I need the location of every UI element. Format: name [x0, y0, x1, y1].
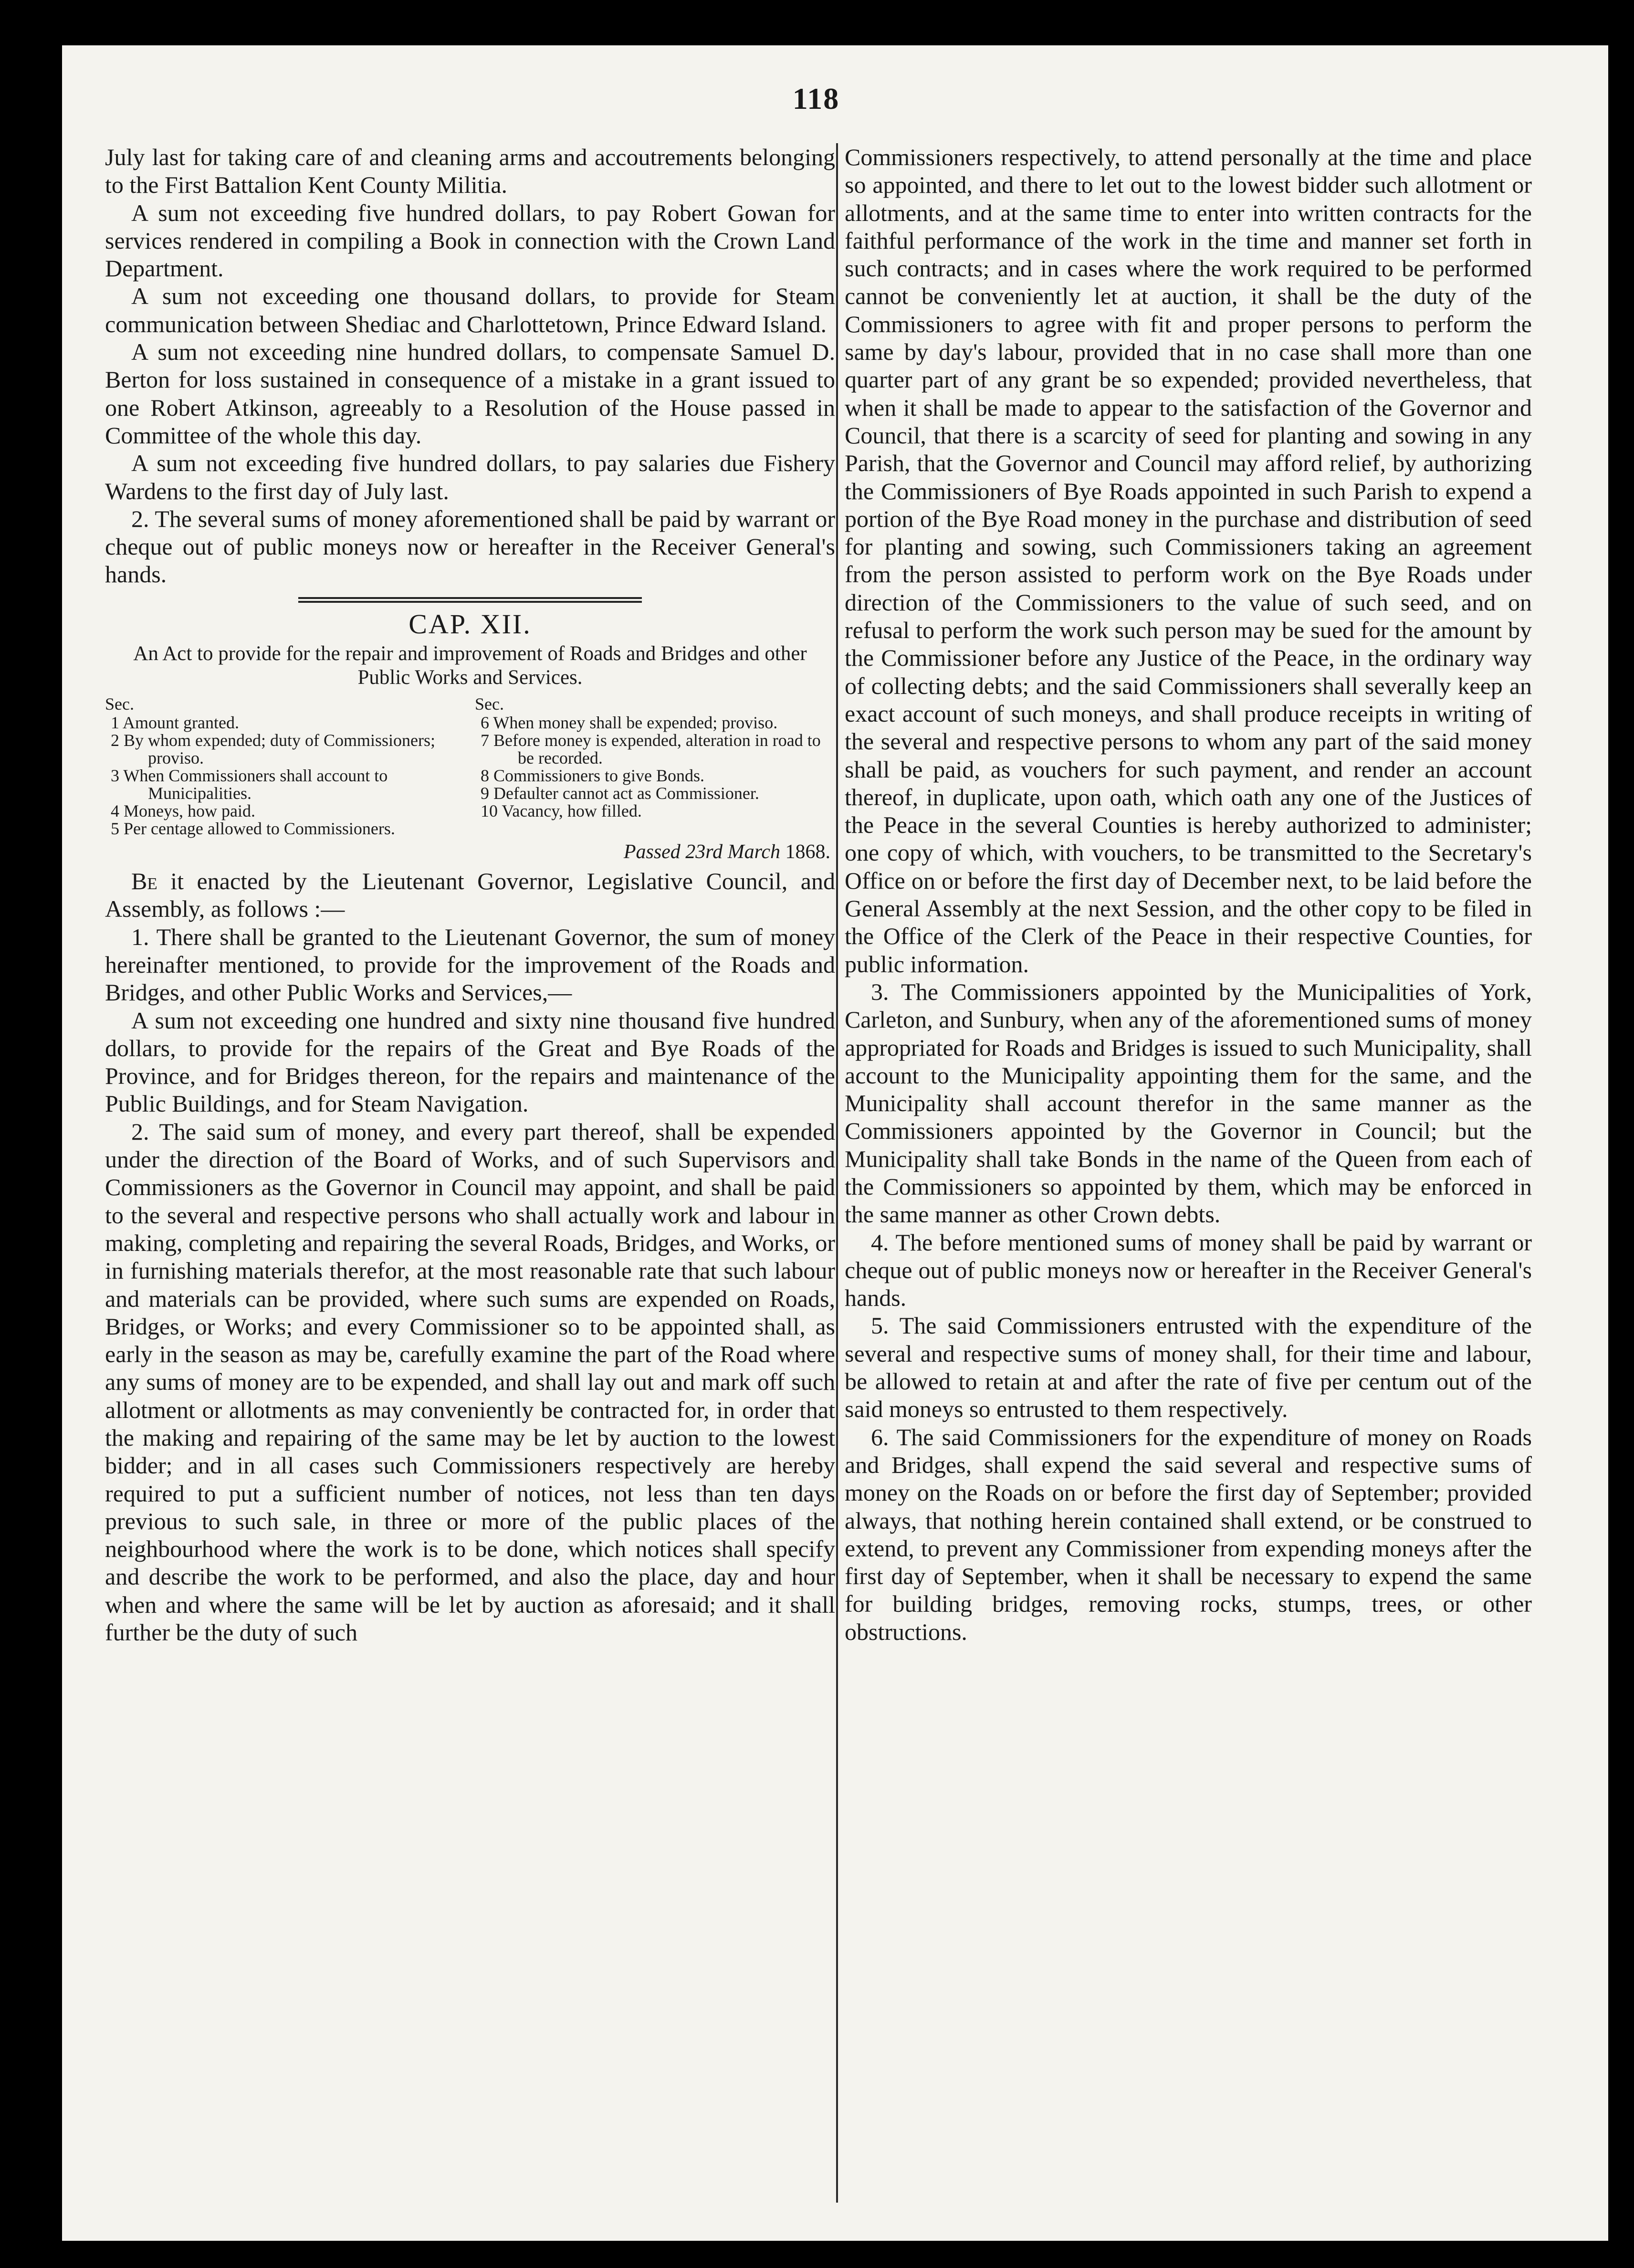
- paragraph: 2. The several sums of money aforementioned shall be paid by warrant or cheque out of public moneys now or hereafter in the Receiver General's hands.: [105, 505, 835, 588]
- section-index-left: [105, 695, 465, 838]
- paragraph: A sum not exceeding five hundred dollars, to pay salaries due Fishery Wardens to the first day of July last.: [105, 450, 835, 504]
- section-index-item: 3 When Commissioners shall account to Municipalities.: [111, 766, 388, 803]
- section-index-item: 9 Defaulter cannot act as Commissioner.: [481, 784, 759, 803]
- column-divider: [836, 143, 838, 2203]
- section-index-item: 10 Vacancy, how filled.: [481, 801, 642, 821]
- paragraph: Commissioners respectively, to attend personally at the time and place so appointed, and there to let out to the lowest bidder such allotment or allotments, and at the same time to enter into written contracts for the faithful performance of the work in the time and manner set forth in such contracts; and in cases where the work required to be performed cannot be conveniently let at auction, it shall be the duty of the Commissioners to agree with fit and proper persons to perform the same by day's labour, provided that in no case shall more than one quarter part of any grant be so expended; provided nevertheless, that when it shall be made to appear to the satisfaction of the Governor and Council, that there is a scarcity of seed for planting and sowing in any Parish, that the Governor and Council may afford relief, by authorizing the Commissioners of Bye Roads appointed in such Parish to expend a portion of the Bye Road money in the purchase and distribution of seed for planting and sowing, such Commissioners taking an agreement from the person assisted to perform work on the Bye Roads under direction of the Commissioners to the value of such seed, and on refusal to perform the work such person may be sued for the amount by the Commissioner before any Justice of the Peace, in the ordinary way of collecting debts; and the said Commissioners shall severally keep an exact account of such moneys, and shall produce receipts in writing of the several and respective persons to whom any part of the said money shall be paid, as vouchers for such payment, and render an account thereof, in duplicate, upon oath, which oath any one of the Justices of the Peace in the several Counties is hereby authorized to administer; one copy of which, with vouchers, to be transmitted to the Secretary's Office on or before the first day of December next, to be laid before the General Assembly at the next Session, and the other copy to be filed in the Office of the Clerk of the Peace in their respective Counties, for public information.: [845, 144, 1532, 977]
- section-divider: [298, 597, 642, 603]
- paragraph: A sum not exceeding five hundred dollars, to pay Robert Gowan for services rendered in compiling a Book in connection with the Crown Land Department.: [105, 199, 835, 282]
- passed-year: 1868.: [785, 841, 830, 863]
- right-column: [845, 143, 1532, 1646]
- enacting-clause: [105, 867, 835, 923]
- section-index-heading: Sec.: [105, 694, 134, 714]
- paragraph: A sum not exceeding nine hundred dollars, to compensate Samuel D. Berton for loss sustained in consequence of a mistake in a grant issued to one Robert Atkinson, agreeably to a Resolution of the House passed in Committee of the whole this day.: [105, 338, 835, 449]
- enacting-clause-initial: Be: [131, 868, 157, 895]
- paragraph: 2. The said sum of money, and every part thereof, shall be expended under the direction of the Board of Works, and of such Supervisors and Commissioners as the Governor in Council may appoint, and shall be paid to the several and respective persons who shall actually work and labour in making, completing and repairing the several Roads, Bridges, and Works, or in furnishing materials therefor, at the most reasonable rate that such labour and materials can be provided, where such sums are expended on Roads, Bridges, or Works; and every Commissioner so to be appointed shall, as early in the season as may be, carefully examine the part of the Road where any sums of money are to be expended, and shall lay out and mark off such allotment or allotments as may conveniently be contracted for, in order that the making and repairing of the same may be let by auction to the lowest bidder; and in all cases such Commissioners respectively are hereby required to put a sufficient number of notices, not less than ten days previous to such sale, in three or more of the public places of the neighbourhood where the work is to be done, which notices shall specify and describe the work to be performed, and also the place, day and hour when and where the same will be let by auction as aforesaid; and it shall further be the duty of such: [105, 1118, 835, 1646]
- paragraph: 4. The before mentioned sums of money shall be paid by warrant or cheque out of public moneys now or hereafter in the Receiver General's hands.: [845, 1228, 1532, 1312]
- passed-date: [105, 840, 835, 864]
- section-index-item: 6 When money shall be expended; proviso.: [481, 713, 778, 733]
- section-index: [105, 695, 835, 838]
- paragraph: A sum not exceeding one hundred and sixty nine thousand five hundred dollars, to provide for the repairs of the Great and Bye Roads of the Province, and for Bridges thereon, for the repairs and maintenance of the Public Buildings, and for Steam Navigation.: [105, 1007, 835, 1117]
- section-index-item: 7 Before money is expended, alteration in road to be recorded.: [481, 731, 821, 768]
- paragraph: 1. There shall be granted to the Lieutenant Governor, the sum of money hereinafter mentioned, to provide for the improvement of the Roads and Bridges, and other Public Works and Services,—: [105, 923, 835, 1006]
- section-index-item: 2 By whom expended; duty of Commissioners; proviso.: [111, 731, 435, 768]
- paragraph: A sum not exceeding one thousand dollars, to provide for Steam communication between Shediac and Charlottetown, Prince Edward Island.: [105, 283, 835, 337]
- paragraph: July last for taking care of and cleaning arms and accoutrements belonging to the First Battalion Kent County Militia.: [105, 144, 835, 199]
- section-index-right: [465, 695, 835, 838]
- paragraph: 5. The said Commissioners entrusted with the expenditure of the several and respective sums of money shall, for their time and labour, be allowed to retain at and after the rate of five per centum out of the said moneys so entrusted to them respectively.: [845, 1312, 1532, 1423]
- left-column: [105, 143, 835, 1646]
- passed-label: Passed 23rd March: [623, 841, 780, 863]
- paragraph: 3. The Commissioners appointed by the Municipalities of York, Carleton, and Sunbury, when any of the aforementioned sums of money appropriated for Roads and Bridges is issued to such Municipality, shall account to the Municipality appointing them for the same, and the Municipality shall account therefor in the same manner as the Commissioners appointed by the Governor in Council; but the Municipality shall take Bonds in the name of the Queen from each of the Commissioners so appointed by them, which may be enforced in the same manner as other Crown debts.: [845, 978, 1532, 1228]
- section-index-item: 8 Commissioners to give Bonds.: [481, 766, 705, 786]
- section-index-item: 4 Moneys, how paid.: [111, 801, 255, 821]
- act-title: An Act to provide for the repair and improvement of Roads and Bridges and other Public Works and Services.: [133, 642, 807, 689]
- enacting-clause-text: it enacted by the Lieutenant Governor, Legislative Council, and Assembly, as follows :—: [105, 868, 835, 923]
- page-number: 118: [792, 82, 840, 116]
- chapter-heading: CAP. XII.: [408, 608, 532, 640]
- section-index-item: 5 Per centage allowed to Commissioners.: [111, 819, 395, 839]
- section-index-item: 1 Amount granted.: [111, 713, 239, 733]
- section-index-heading: Sec.: [475, 694, 504, 714]
- paragraph: 6. The said Commissioners for the expenditure of money on Roads and Bridges, shall expend the said several and respective sums of money on the Roads on or before the first day of September; provided always, that nothing herein contained shall extend, or be construed to extend, to prevent any Commissioner from expending moneys after the first day of September, when it shall be necessary to expend the same for building bridges, removing rocks, stumps, trees, or other obstructions.: [845, 1423, 1532, 1645]
